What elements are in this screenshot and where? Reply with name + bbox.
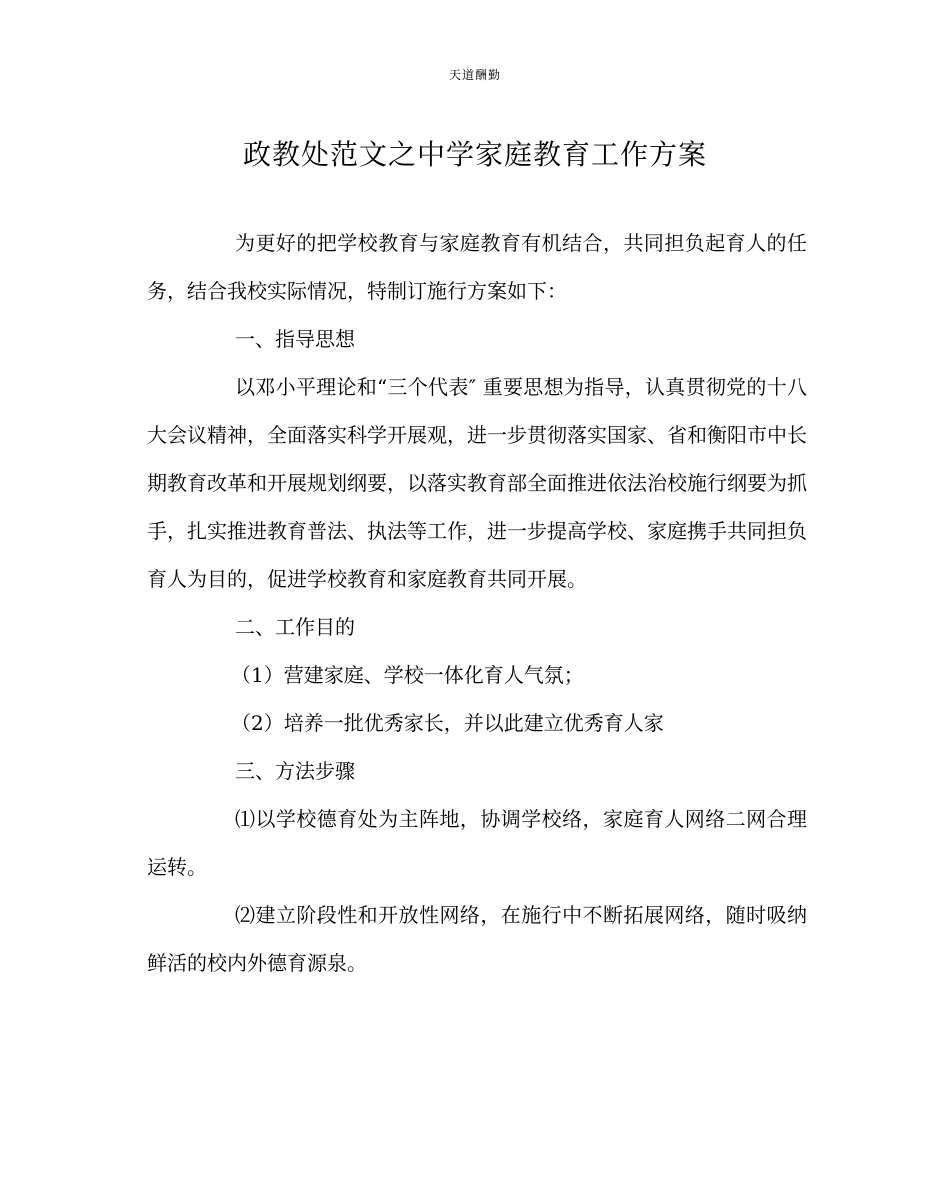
section-heading-method-steps: 三、方法步骤 xyxy=(235,759,355,783)
work-goal-item-1: （1）营建家庭、学校一体化育人气氛； xyxy=(231,663,584,687)
document-body xyxy=(147,219,807,987)
document-title: 政教处范文之中学家庭教育工作方案 xyxy=(242,138,707,171)
section-heading-work-goals: 二、工作目的 xyxy=(235,615,355,639)
section-heading-guiding-ideology: 一、指导思想 xyxy=(235,327,355,351)
method-step-2: ⑵建立阶段性和开放性网络，在施行中不断拓展网络，随时吸纳鲜活的校内外德育源泉。 xyxy=(147,903,807,975)
method-step-1: ⑴以学校德育处为主阵地，协调学校络，家庭育人网络二网合理运转。 xyxy=(147,807,807,879)
intro-paragraph: 为更好的把学校教育与家庭教育有机结合，共同担负起育人的任务，结合我校实际情况，特制订施行方案如下： xyxy=(147,231,807,303)
guiding-ideology-paragraph: 以邓小平理论和“三个代表″ 重要思想为指导，认真贯彻党的十八大会议精神，全面落实科学开展观，进一步贯彻落实国家、省和衡阳市中长期教育改革和开展规划纲要，以落实教育部全面推进依法治校施行纲要为抓手，扎实推进教育普法、执法等工作，进一步提高学校、家庭携手共同担负育人为目的，促进学校教育和家庭教育共同开展。 xyxy=(147,375,807,591)
page-header: 天道酬勤 xyxy=(448,68,501,82)
work-goal-item-2: （2）培养一批优秀家长，并以此建立优秀育人家 xyxy=(231,711,664,735)
